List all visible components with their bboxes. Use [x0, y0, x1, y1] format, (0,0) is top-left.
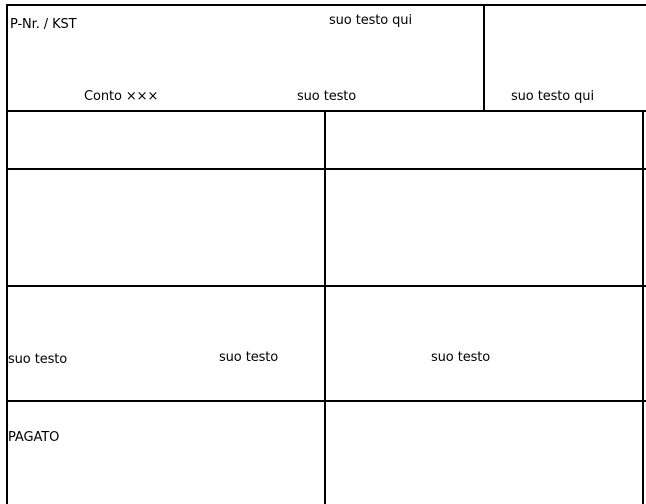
body-center-divider — [324, 110, 326, 504]
row1-divider — [6, 168, 646, 170]
body-right-border — [642, 110, 644, 504]
conto-label: Conto ××× — [84, 89, 159, 104]
row3-left-text-2: suo testo — [219, 350, 279, 365]
row3-divider — [6, 400, 646, 402]
header-middle-text: suo testo — [297, 89, 357, 104]
row3-right-text: suo testo — [431, 350, 491, 365]
row2-divider — [6, 285, 646, 287]
paid-label: PAGATO — [8, 430, 60, 445]
header-divider — [6, 110, 646, 112]
header-top-text: suo testo qui — [329, 13, 412, 28]
border-left — [6, 4, 8, 504]
row3-left-text-1: suo testo — [8, 352, 68, 367]
header-right-text: suo testo qui — [511, 89, 594, 104]
border-top — [6, 4, 646, 6]
pnr-kst-label: P-Nr. / KST — [10, 17, 77, 32]
header-right-divider — [483, 4, 485, 112]
